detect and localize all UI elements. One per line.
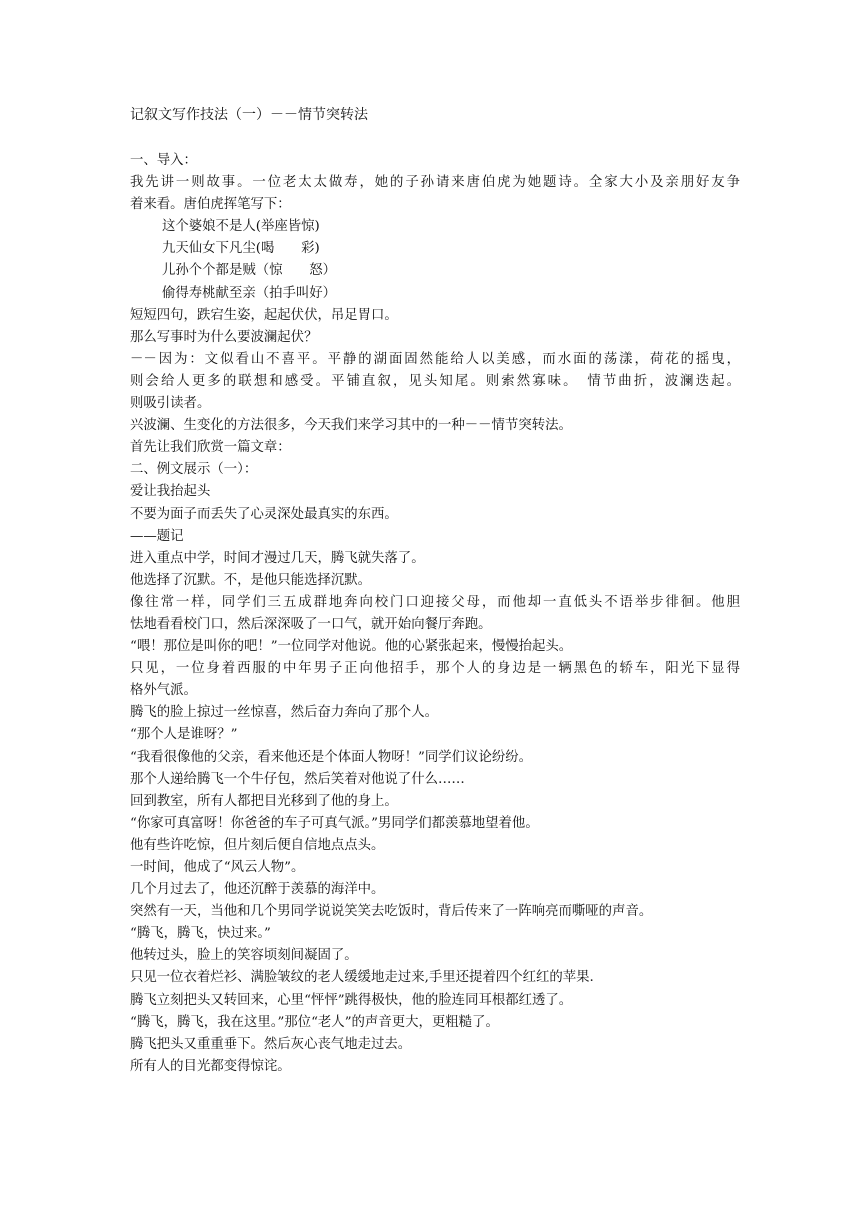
text-line: 一时间，他成了“风云人物”。 <box>130 860 305 875</box>
text-line: “那个人是谁呀？” <box>130 727 238 743</box>
text-line: 只见，一位身着西服的中年男子正向他招手，那个人的身边是一辆黑色的轿车，阳光下显得 <box>130 661 740 677</box>
text-line: “腾飞，腾飞，快过来。” <box>130 926 271 942</box>
poem-line: 这个婆娘不是人(举座皆惊) <box>162 219 320 235</box>
text-line: 腾飞把头又重重垂下。然后灰心丧气地走过去。 <box>130 1036 412 1052</box>
text-line: 像往常一样，同学们三五成群地奔向校门口迎接父母，而他却一直低头不语举步徘徊。他胆 <box>130 594 740 610</box>
title-spacer <box>130 126 740 150</box>
text-line: 只见一位衣着烂衫、满脸皱纹的老人缓缓地走过来,手里还提着四个红红的苹果. <box>130 970 594 986</box>
text-line: “我看很像他的父亲，看来他还是个体面人物呀！”同学们议论纷纷。 <box>130 749 533 765</box>
text-line: ——题记 <box>130 528 184 544</box>
text-line: 则会给人更多的联想和感受。平铺直叙，见头知尾。则索然寡味。 情节曲折，波澜迭起。 <box>130 373 740 389</box>
document-body <box>130 150 740 1078</box>
text-line: 则吸引读者。 <box>130 396 211 412</box>
text-line: 短短四句，跌宕生姿，起起伏伏，吊足胃口。 <box>130 307 398 323</box>
text-line: 那么写事时为什么要波澜起伏？ <box>130 329 318 345</box>
text-line: 一、导入： <box>130 153 197 168</box>
text-line: 突然有一天，当他和几个男同学说说笑笑去吃饭时，背后传来了一阵响亮而嘶哑的声音。 <box>130 904 653 920</box>
document-title: 记叙文写作技法（一）－－情节突转法 <box>130 107 368 123</box>
text-line: 几个月过去了，他还沉醉于羡慕的海洋中。 <box>130 882 385 898</box>
text-line: 回到教室，所有人都把目光移到了他的身上。 <box>130 793 398 809</box>
text-line: 腾飞的脸上掠过一丝惊喜，然后奋力奔向了那个人。 <box>130 705 438 721</box>
text-line: 着来看。唐伯虎挥笔写下： <box>130 197 291 213</box>
text-line: “腾飞，腾飞，我在这里。”那位“老人”的声音更大，更粗糙了。 <box>130 1014 499 1030</box>
text-line: “你家可真富呀！你爸爸的车子可真气派。”男同学们都羡慕地望着他。 <box>130 815 539 831</box>
text-line: 我先讲一则故事。一位老太太做寿，她的子孙请来唐伯虎为她题诗。全家大小及亲朋好友争 <box>130 175 740 191</box>
poem-line: 偷得寿桃献至亲（拍手叫好） <box>162 285 337 301</box>
text-line: 格外气派。 <box>130 683 197 699</box>
text-line: 腾飞立刻把头又转回来，心里“怦怦”跳得极快，他的脸连同耳根都红透了。 <box>130 992 573 1008</box>
document-page <box>130 104 740 1078</box>
poem-line: 儿孙个个都是贼（惊 怒） <box>162 263 337 279</box>
text-line: 他有些许吃惊，但片刻后便自信地点点头。 <box>130 837 385 853</box>
text-line: 他转过头，脸上的笑容顷刻间凝固了。 <box>130 948 358 964</box>
text-line: 兴波澜、生变化的方法很多，今天我们来学习其中的一种－－情节突转法。 <box>130 418 572 434</box>
text-line: 不要为面子而丢失了心灵深处最真实的东西。 <box>130 506 398 522</box>
text-line: 爱让我抬起头 <box>130 484 211 500</box>
text-line: 进入重点中学，时间才漫过几天，腾飞就失落了。 <box>130 550 425 566</box>
text-line: 二、例文展示（一）： <box>130 462 258 478</box>
text-line: 首先让我们欣赏一篇文章： <box>130 440 291 456</box>
text-line: 他选择了沉默。不，是他只能选择沉默。 <box>130 572 372 588</box>
text-line: “喂！那位是叫你的吧！”一位同学对他说。他的心紧张起来，慢慢抬起头。 <box>130 639 573 655</box>
text-line: 那个人递给腾飞一个牛仔包，然后笑着对他说了什么…… <box>130 771 465 787</box>
text-line: 怯地看看校门口，然后深深吸了一口气，就开始向餐厅奔跑。 <box>130 616 492 632</box>
text-line: －－因为：文似看山不喜平。平静的湖面固然能给人以美感，而水面的荡漾，荷花的摇曳， <box>130 351 740 367</box>
text-line: 所有人的目光都变得惊诧。 <box>130 1058 291 1074</box>
poem-line: 九天仙女下凡尘(喝 彩) <box>162 241 320 257</box>
